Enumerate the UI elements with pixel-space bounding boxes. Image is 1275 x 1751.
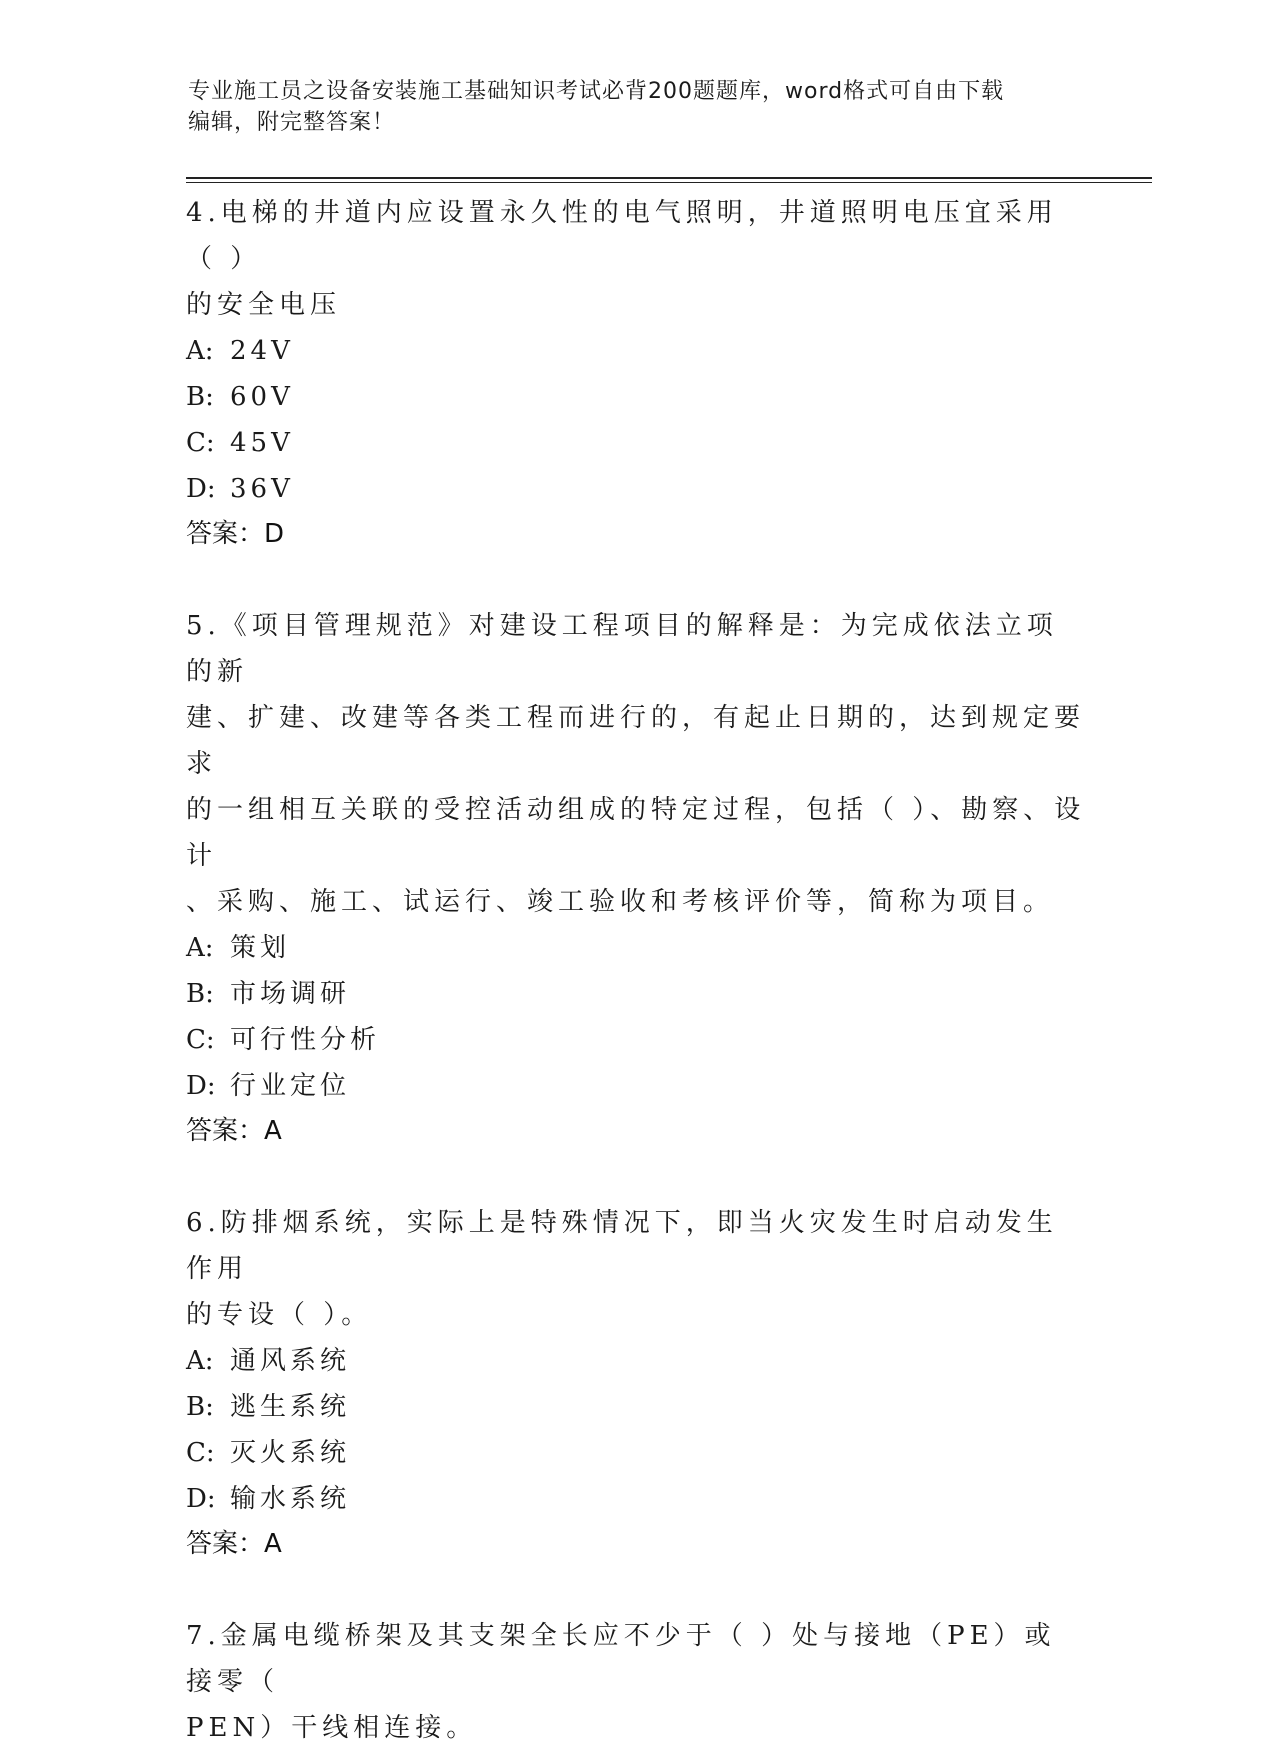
question-stem-line: 5.《项目管理规范》对建设工程项目的解释是：为完成依法立项的新: [186, 611, 1058, 687]
option-key: D:: [186, 1071, 216, 1101]
header-line-2: 编辑，附完整答案！: [188, 110, 396, 135]
option-b: [186, 971, 1086, 1017]
option-d: [186, 1476, 1086, 1522]
answer-line: 答案：D: [186, 519, 285, 549]
option-a: [186, 925, 1086, 971]
option-text: 逃生系统: [230, 1392, 351, 1422]
question-stem-line: 的一组相互关联的受控活动组成的特定过程，包括（ ）、勘察、设计: [186, 795, 1086, 871]
option-key: C:: [186, 428, 215, 458]
option-c: [186, 1430, 1086, 1476]
option-d: [186, 1063, 1086, 1109]
option-text: 45V: [230, 428, 294, 458]
option-a: [186, 1338, 1086, 1384]
question-stem-line: 的专设（ ）。: [186, 1300, 373, 1330]
question-4: [186, 190, 1086, 556]
answer-line: 答案：A: [186, 1116, 282, 1146]
question-stem-line: 、采购、施工、试运行、竣工验收和考核评价等，简称为项目。: [186, 887, 1055, 917]
question-6: [186, 1200, 1086, 1566]
option-key: B:: [186, 979, 214, 1009]
option-key: D:: [186, 474, 216, 504]
header-line-1: 专业施工员之设备安装施工基础知识考试必背200题题库，word格式可自由下载: [188, 79, 1005, 104]
option-key: A:: [186, 933, 214, 963]
page-header: [188, 76, 1068, 138]
option-text: 策划: [230, 933, 291, 963]
question-list: [186, 190, 1086, 1751]
question-5: [186, 603, 1086, 1153]
option-text: 60V: [230, 382, 294, 412]
option-key: D:: [186, 1484, 216, 1514]
option-key: B:: [186, 1392, 214, 1422]
option-b: [186, 1384, 1086, 1430]
question-7: [186, 1613, 1086, 1751]
question-stem-line: 6.防排烟系统，实际上是特殊情况下，即当火灾发生时启动发生作用: [186, 1208, 1058, 1284]
question-stem-line: 4.电梯的井道内应设置永久性的电气照明，井道照明电压宜采用（ ）: [186, 198, 1058, 274]
spacer: [186, 1566, 1086, 1613]
option-d: [186, 466, 1086, 512]
option-key: C:: [186, 1025, 215, 1055]
option-text: 36V: [230, 474, 294, 504]
option-b: [186, 374, 1086, 420]
question-stem-line: 的安全电压: [186, 290, 342, 320]
answer-line: 答案：A: [186, 1529, 282, 1559]
spacer: [186, 556, 1086, 603]
option-text: 24V: [230, 336, 294, 366]
header-rule-thick: [186, 177, 1152, 179]
option-key: A:: [186, 1346, 214, 1376]
option-text: 灭火系统: [230, 1438, 351, 1468]
header-rule-thin: [186, 182, 1152, 183]
question-stem-line: 建、扩建、改建等各类工程而进行的，有起止日期的，达到规定要求: [186, 703, 1086, 779]
option-c: [186, 420, 1086, 466]
option-text: 行业定位: [230, 1071, 351, 1101]
option-text: 通风系统: [230, 1346, 351, 1376]
option-a: [186, 328, 1086, 374]
option-text: 输水系统: [230, 1484, 351, 1514]
question-stem-line: PEN）干线相连接。: [186, 1713, 478, 1743]
option-key: A:: [186, 336, 214, 366]
option-key: C:: [186, 1438, 215, 1468]
option-text: 市场调研: [230, 979, 351, 1009]
option-key: B:: [186, 382, 214, 412]
spacer: [186, 1153, 1086, 1200]
option-text: 可行性分析: [230, 1025, 381, 1055]
question-stem-line: 7.金属电缆桥架及其支架全长应不少于（ ）处与接地（PE）或接零（: [186, 1621, 1056, 1697]
option-c: [186, 1017, 1086, 1063]
